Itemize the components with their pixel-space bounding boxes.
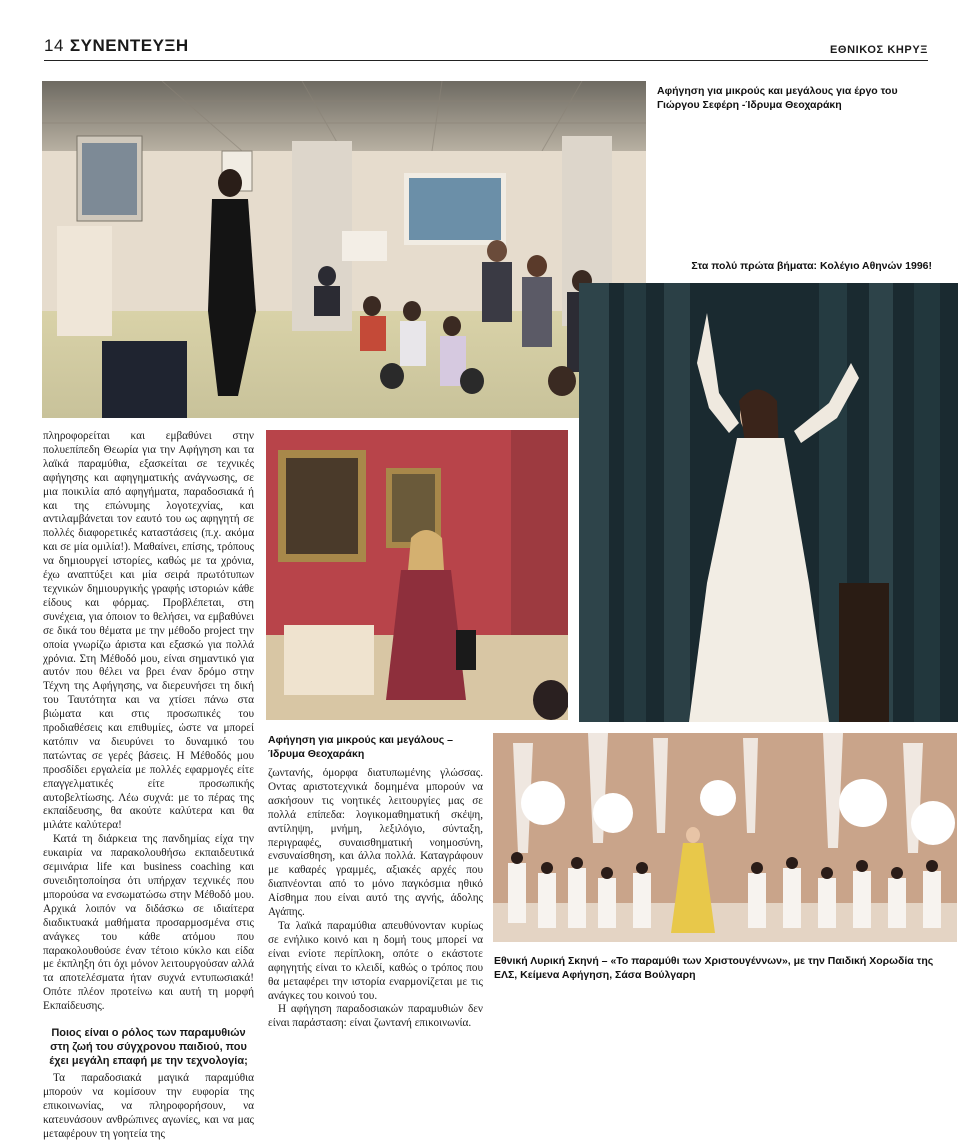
red-room-photo-svg — [266, 430, 568, 720]
col1-paragraph-1: πληροφορείται και εμβαθύνει στην πολυεπίπεδη Θεωρία για την Αφήγηση και τα λαϊκά παραμύθια, εξασκείται σε τεχνικές αφήγησης και αφηγηματικής ανάγνωσης, σε μια ποικιλία από αφηγήματα, παραδοσιακά ή και της επώνυμης λογοτεχνίας, και αντιλαμβάνεται τον εαυτό του ως αφηγητή σε πολλές διαφορετικές καταστάσεις (π.χ. ακόμα και σε μία ομιλία!). Μαθαίνει, επίσης, τρόπους να δημιουργεί ιστορίες, καθώς με τα χρόνια, έχω αναπτύξει και μία σειρά πρωτότυπων τεχνικών δημιουργικής γραφής ιστοριών κάθε είδους και φόρμας. Προβλέπεται, στη συνέχεια, για όποιον το θελήσει, να εμβαθύνει σε δικά του θέματα με την μέθοδο project την οποία γνωρίζω άριστα και εξασκώ για πολλά χρόνια. Στη Μέθοδό μου, είναι σημαντικό για αυτόν που θέλει να βρει έναν δρόμο στην Τέχνη της Αφήγησης, να διερευνήσει τη δική του Ταυτότητα και να χτίσει πάνω στα βιώματα και στις προσωπικές του προδιαθέσεις και επιθυμίες, ώστε να μπορεί κατόπιν να διευρύνει το δυναμικό του πατώντας σε γερές βάσεις. Η Μέθοδός μου προσδίδει εργαλεία με πολλές εφαρμογές είτε επαγγελματικές είτε προσωπικής αυτοβελτίωσης. Λέω συχνά: με το πέρας της εκπαίδευσης, θα ακούτε καλύτερα και θα μιλάτε καλύτερα! — [43, 430, 254, 832]
page-header-left — [44, 36, 189, 56]
page-number: 14 — [44, 36, 64, 55]
red-room-photo — [266, 430, 568, 720]
interview-question: Ποιος είναι ο ρόλος των παραμυθιών στη ζωή του σύγχρονου παιδιού, που έχει μεγάλη επαφή με την τεχνολογία; — [49, 1027, 248, 1068]
col2-paragraph-2: Τα λαϊκά παραμύθια απευθύνονταν κυρίως σε ενήλικο κοινό και η δομή τους μπορεί να είναι ενίοτε περίπλοκη, οπότε ο εκάστοτε αφηγητής είναι το κλειδί, καθώς ο τρόπος που θα μεταφέρει την ιστορία εναρμονίζεται με τις ανάγκες του κοινού του. — [268, 919, 483, 1002]
col2-paragraph-1: ζωντανής, όμορφα διατυπωμένης γλώσσας. Οντας αριστοτεχνικά δομημένα μπορούν να ασκήσουν τις νοητικές λειτουργίες μας σε πολλά επίπεδα: λογικομαθηματική σκέψη, αντίληψη, μνήμη, λεξιλόγιο, σύνταξη, περιγραφές, συναισθηματική νοημοσύνη, ενσυναίσθηση, και άλλα πολλά. Καταγράφουν με καθαρές γραμμές, αξιακές αρχές που διαπνέονται από το μόνο παγκόσμια ηθικό Αίσθημα που είναι αυτό της αγνής, άδολης Αγάπης. — [268, 767, 483, 919]
caption-top-right: Αφήγηση για μικρούς και μεγάλους για έργο του Γιώργου Σεφέρη -Ίδρυμα Θεοχαράκη — [657, 85, 898, 111]
article-column-1 — [43, 430, 254, 1142]
opera-photo-svg — [493, 733, 957, 942]
dancer-photo — [579, 283, 958, 722]
opera-photo — [493, 733, 957, 942]
col2-paragraph-3: Η αφήγηση παραδοσιακών παραμυθιών δεν είναι παράσταση: είναι ζωντανή επικοινωνία. — [268, 1003, 483, 1030]
caption-opera: Εθνική Λυρική Σκηνή – «Το παραμύθι των Χριστουγέννων», με την Παιδική Χορωδία της ΕΛΣ, Κείμενα Αφήγηση, Σάσα Βούλγαρη — [494, 955, 934, 981]
article-column-2 — [268, 767, 483, 1031]
publication-name: ΕΘΝΙΚΟΣ ΚΗΡΥΞ — [830, 44, 928, 56]
gallery-storytelling-photo — [42, 81, 646, 418]
caption-dancer: Στα πολύ πρώτα βήματα: Κολέγιο Αθηνών 1996! — [691, 260, 932, 272]
col1-paragraph-2: Κατά τη διάρκεια της πανδημίας είχα την ευκαιρία να παρακολουθήσω εκπαιδευτικά σεμινάρια life και business coaching και συνειδητοποίησα ότι υπήρχαν τεχνικές που μπορούσα να ενσωματώσω στην Μέθοδό μου. Αρχικά λοιπόν να διδάσκω σε ιδιαίτερα διαδικτυακά μαθήματα προσαρμοσμένα στις ανάγκες του κάθε ατόμου που παρακολουθούσε έναν τέτοιο κύκλο και είδα με έκπληξη ότι όχι μόνον λειτουργούσαν αλλά τα αποτελέσματα ήταν συχνά εντυπωσιακά! Οπότε πλέον προτείνω και αυτή τη μορφή Εκπαίδευσης. — [43, 833, 254, 1013]
gallery-photo-svg — [42, 81, 646, 418]
header-rule — [44, 60, 928, 61]
dancer-photo-svg — [579, 283, 958, 722]
section-title: ΣΥΝΕΝΤΕΥΞΗ — [69, 36, 189, 55]
col1-paragraph-3: Τα παραδοσιακά μαγικά παραμύθια μπορούν να κομίσουν την ευφορία της επικοινωνίας, να πληροφορήσουν, να κατευνάσουν ανθρώπινες αγωνίες, και να μας μεταφέρουν τη γοητεία της — [43, 1072, 254, 1140]
caption-red-room: Αφήγηση για μικρούς και μεγάλους – Ίδρυμα Θεοχαράκη — [268, 734, 453, 760]
